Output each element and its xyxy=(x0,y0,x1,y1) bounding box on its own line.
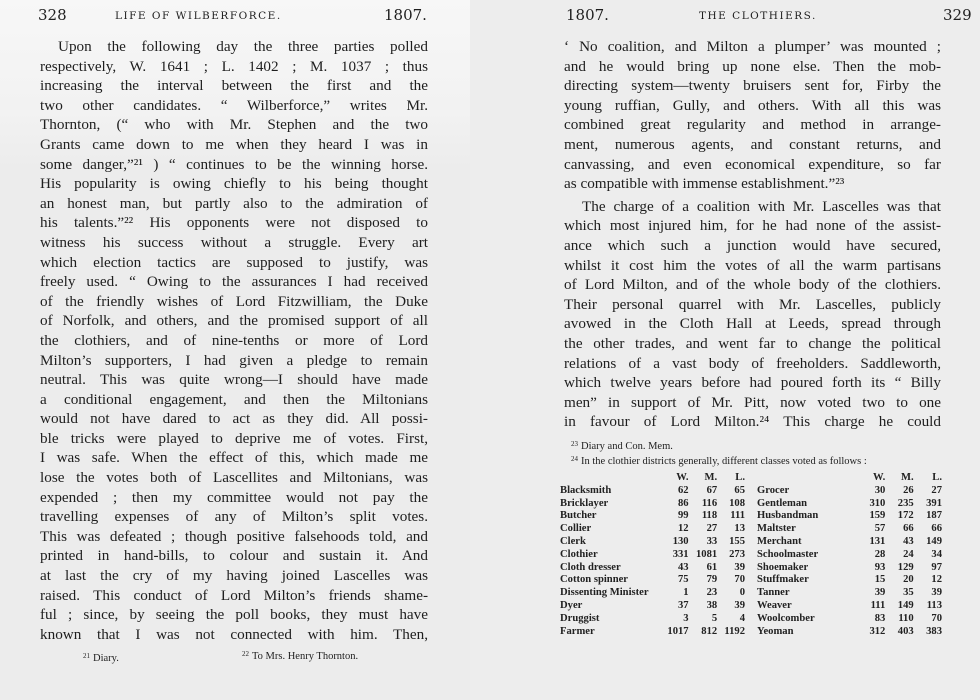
table-row xyxy=(560,549,745,562)
column-header: L. xyxy=(932,472,942,483)
vote-cell-m: 23 xyxy=(706,587,718,599)
text-line: directing system—twenty bruisers sent for, Firby the xyxy=(564,77,941,95)
text-line: This was defeated ; though positive falsehoods told, and xyxy=(40,527,428,545)
vote-cell-m: 79 xyxy=(706,574,718,586)
text-line: I was safe. When the effect of this, which made me xyxy=(40,449,428,467)
occupation-cell: Stuffmaker xyxy=(757,574,809,586)
vote-cell-l: 39 xyxy=(734,599,745,611)
vote-cell-m: 33 xyxy=(706,535,718,547)
vote-cell-m: 403 xyxy=(897,625,914,637)
text-line: expended ; then my committee would not pay the xyxy=(40,488,428,506)
table-row xyxy=(757,498,942,511)
vote-cell-w: 331 xyxy=(672,548,689,560)
vote-cell-l: 108 xyxy=(729,497,745,509)
table-header xyxy=(757,472,942,485)
vote-cell-l: 70 xyxy=(734,574,745,586)
vote-cell-m: 129 xyxy=(897,561,914,573)
vote-cell-m: 24 xyxy=(903,548,914,560)
right-page xyxy=(470,0,980,700)
vote-cell-l: 39 xyxy=(931,587,942,599)
column-header: L. xyxy=(735,472,745,483)
vote-cell-m: 27 xyxy=(706,523,718,535)
table-row xyxy=(757,574,942,587)
vote-table-right xyxy=(757,472,942,638)
occupation-cell: Clothier xyxy=(560,548,598,560)
footnote-21: $^{21}$ Diary. xyxy=(83,652,119,664)
vote-cell-l: 113 xyxy=(926,599,942,611)
text-line: combined great regularity and method in arrange- xyxy=(564,116,941,134)
text-line: of Lord Milton, and of the whole body of the clothiers. xyxy=(564,276,941,294)
vote-cell-w: 93 xyxy=(874,561,886,573)
text-line: His popularity is owing chiefly to his being thought xyxy=(40,175,428,193)
vote-cell-m: 61 xyxy=(706,561,718,573)
text-line: some danger,”²¹ ) “ continues to be the winning horse. xyxy=(40,155,428,173)
occupation-cell: Woolcomber xyxy=(757,612,815,624)
vote-cell-w: 3 xyxy=(683,612,689,624)
left-page xyxy=(0,0,470,700)
vote-cell-l: 111 xyxy=(730,510,745,522)
occupation-cell: Bricklayer xyxy=(560,497,609,509)
occupation-cell: Schoolmaster xyxy=(757,548,819,560)
vote-cell-w: 15 xyxy=(874,574,886,586)
vote-cell-m: 26 xyxy=(903,484,914,496)
occupation-cell: Cotton spinner xyxy=(560,574,628,586)
text-line: whilst it cost him the votes of all the warm partisans xyxy=(564,256,941,274)
occupation-cell: Clerk xyxy=(560,535,586,547)
occupation-cell: Merchant xyxy=(757,535,802,547)
text-line: which most injured him, for he had none of the assist- xyxy=(564,217,941,235)
table-row xyxy=(560,600,745,613)
vote-cell-w: 28 xyxy=(874,548,886,560)
text-line: travelling expenses of any of Milton’s split votes. xyxy=(40,508,428,526)
text-line: known that I was not connected with him. Then, xyxy=(40,625,428,643)
vote-cell-w: 12 xyxy=(677,523,689,535)
occupation-cell: Cloth dresser xyxy=(560,561,621,573)
vote-cell-m: 116 xyxy=(701,497,718,509)
text-line: of the friendly wishes of Lord Fitzwilliam, the Duke xyxy=(40,292,428,310)
vote-cell-w: 43 xyxy=(677,561,689,573)
occupation-cell: Gentleman xyxy=(757,497,808,509)
text-line: the clothiers, and of nine-tenths or more of Lord xyxy=(40,331,428,349)
page-year: 1807. xyxy=(384,6,427,24)
vote-cell-m: 67 xyxy=(706,484,718,496)
footnote-22: $^{22}$ To Mrs. Henry Thornton. xyxy=(242,650,359,662)
vote-cell-w: 75 xyxy=(677,574,689,586)
table-row xyxy=(757,510,942,523)
text-line: Thornton, (“ who with Mr. Stephen and the two xyxy=(40,116,428,134)
vote-cell-w: 83 xyxy=(874,612,886,624)
column-header: W. xyxy=(676,472,689,483)
text-line: men” in support of Mr. Pitt, now voted two to one xyxy=(564,393,941,411)
text-line: which election tactics are supposed to justify, was xyxy=(40,253,428,271)
table-row xyxy=(560,562,745,575)
table-row xyxy=(560,523,745,536)
table-row xyxy=(757,536,942,549)
vote-cell-w: 312 xyxy=(869,625,886,637)
vote-cell-w: 159 xyxy=(869,510,886,522)
table-row xyxy=(560,574,745,587)
vote-cell-m: 118 xyxy=(701,510,718,522)
footnote-23: $^{23}$ Diary and Con. Mem. xyxy=(571,440,673,452)
text-line: ment, numerous agents, and constant returns, and xyxy=(564,135,941,153)
text-line: a conditional engagement, and then the Miltonians xyxy=(40,390,428,408)
vote-cell-w: 30 xyxy=(874,484,886,496)
vote-cell-w: 1 xyxy=(683,587,689,599)
occupation-cell: Butcher xyxy=(560,510,597,522)
text-line: an honest man, but partly also to the admiration of xyxy=(40,194,428,212)
vote-cell-m: 235 xyxy=(897,497,914,509)
table-row xyxy=(757,587,942,600)
vote-cell-m: 20 xyxy=(903,574,914,586)
text-line: of Norfolk, and others, and the promised support of all xyxy=(40,312,428,330)
vote-cell-m: 812 xyxy=(701,625,718,637)
table-row xyxy=(757,600,942,613)
text-line: avowed in the Cloth Hall at Leeds, spread through xyxy=(564,315,941,333)
table-row xyxy=(757,562,942,575)
vote-cell-l: 70 xyxy=(931,612,942,624)
text-line: young ruffian, Gully, and others. With all this was xyxy=(564,96,941,114)
occupation-cell: Druggist xyxy=(560,612,600,624)
body-text xyxy=(564,37,941,432)
vote-cell-m: 38 xyxy=(706,599,718,611)
column-header: W. xyxy=(873,472,886,483)
vote-cell-l: 39 xyxy=(734,561,745,573)
vote-cell-w: 37 xyxy=(677,599,689,611)
vote-cell-l: 187 xyxy=(926,510,942,522)
table-row xyxy=(560,613,745,626)
table-row xyxy=(560,587,745,600)
running-title: THE CLOTHIERS. xyxy=(699,10,817,22)
text-line: witness his success without a struggle. Every art xyxy=(40,233,428,251)
text-line: would not have dared to act as they did. All possi- xyxy=(40,410,428,428)
vote-cell-w: 310 xyxy=(869,497,886,509)
table-row xyxy=(757,613,942,626)
occupation-cell: Dissenting Minister xyxy=(560,587,649,599)
text-line: printed in hand-bills, to colour and sustain it. And xyxy=(40,547,428,565)
vote-cell-l: 12 xyxy=(931,574,942,586)
occupation-cell: Grocer xyxy=(757,484,790,496)
table-row xyxy=(757,626,942,639)
vote-cell-l: 65 xyxy=(734,484,745,496)
text-line: in favour of Lord Milton.²⁴ This charge he could xyxy=(564,413,941,431)
header-blank xyxy=(757,472,857,485)
vote-cell-w: 99 xyxy=(677,510,689,522)
occupation-cell: Yeoman xyxy=(757,625,794,637)
occupation-cell: Dyer xyxy=(560,599,583,611)
page-number: 328 xyxy=(38,6,67,24)
text-line: lose the votes both of Lascellites and Miltonians, was xyxy=(40,469,428,487)
vote-cell-m: 5 xyxy=(711,612,718,624)
text-line: Milton’s supporters, I had given a pledge to remain xyxy=(40,351,428,369)
text-line: The charge of a coalition with Mr. Lascelles was that xyxy=(582,197,941,215)
occupation-cell: Collier xyxy=(560,523,592,535)
column-header: M. xyxy=(901,472,914,483)
text-line: and he would bring up none else. Then the mob- xyxy=(564,57,941,75)
occupation-cell: Husbandman xyxy=(757,510,819,522)
vote-cell-l: 149 xyxy=(926,535,942,547)
text-line: the other trades, and went far to change the political xyxy=(564,334,941,352)
text-line: two other candidates. “ Wilberforce,” writes Mr. xyxy=(40,96,428,114)
vote-cell-w: 62 xyxy=(677,484,689,496)
vote-cell-l: 34 xyxy=(931,548,942,560)
vote-cell-l: 383 xyxy=(926,625,942,637)
page-year: 1807. xyxy=(566,6,609,24)
text-line: Grants came down to me when they heard I was in xyxy=(40,135,428,153)
text-line: ful ; since, by seeing the poll books, they must have xyxy=(40,606,428,624)
vote-cell-l: 0 xyxy=(739,587,745,599)
text-line: Their personal quarrel with Mr. Lascelles, publicly xyxy=(564,295,941,313)
text-line: freely used. “ Owing to the assurances I had received xyxy=(40,273,428,291)
vote-cell-w: 1017 xyxy=(667,625,689,637)
vote-cell-w: 111 xyxy=(870,599,886,611)
text-line: canvassing, and even economical expenditure, so far xyxy=(564,155,941,173)
table-row xyxy=(757,549,942,562)
vote-cell-m: 110 xyxy=(898,612,914,624)
text-line: relations of a vast body of freeholders. Saddleworth, xyxy=(564,354,941,372)
text-line: Upon the following day the three parties polled xyxy=(58,38,428,55)
vote-cell-l: 27 xyxy=(931,484,942,496)
text-line: ‘ No coalition, and Milton a plumper’ was mounted ; xyxy=(564,38,941,55)
text-line: at last the cry of my having joined Lascelles was xyxy=(40,567,428,585)
occupation-cell: Shoemaker xyxy=(757,561,809,573)
vote-cell-w: 86 xyxy=(677,497,689,509)
vote-cell-w: 57 xyxy=(874,523,886,535)
occupation-cell: Farmer xyxy=(560,625,595,637)
table-row xyxy=(560,485,745,498)
text-line: his talents.”²² His opponents were not disposed to xyxy=(40,214,428,232)
vote-cell-w: 39 xyxy=(874,587,886,599)
vote-cell-l: 97 xyxy=(931,561,942,573)
vote-cell-m: 35 xyxy=(903,587,914,599)
text-line: increasing the interval between the first and the xyxy=(40,77,428,95)
body-text xyxy=(40,37,428,644)
table-row xyxy=(757,523,942,536)
vote-cell-m: 1081 xyxy=(695,548,718,560)
vote-cell-w: 131 xyxy=(869,535,886,547)
vote-cell-m: 66 xyxy=(903,523,914,535)
table-row xyxy=(757,485,942,498)
table-header xyxy=(560,472,745,485)
vote-cell-l: 155 xyxy=(729,535,745,547)
vote-cell-m: 149 xyxy=(897,599,914,611)
table-row xyxy=(560,626,745,639)
column-header: M. xyxy=(704,472,718,483)
vote-cell-w: 130 xyxy=(672,535,689,547)
text-line: which twelve years before had poured forth its “ Billy xyxy=(564,374,941,392)
occupation-cell: Blacksmith xyxy=(560,484,612,496)
vote-table-left xyxy=(560,472,745,638)
page-number: 329 xyxy=(943,6,972,24)
occupation-cell: Weaver xyxy=(757,599,792,611)
vote-cell-l: 13 xyxy=(734,523,745,535)
text-line: respectively, W. 1641 ; L. 1402 ; M. 1037 ; thus xyxy=(40,57,428,75)
header-blank xyxy=(560,472,660,485)
footnote-24: $^{24}$ In the clothier districts generally, different classes voted as follows : xyxy=(571,455,867,467)
vote-cell-l: 1192 xyxy=(724,625,745,637)
table-row xyxy=(560,498,745,511)
text-line: ance which such a junction would have secured, xyxy=(564,236,941,254)
vote-cell-m: 43 xyxy=(903,535,914,547)
table-row xyxy=(560,536,745,549)
text-line: neutral. This was quite wrong—I should have made xyxy=(40,371,428,389)
vote-cell-l: 273 xyxy=(729,548,745,560)
text-line: ble tricks were played to deprive me of votes. First, xyxy=(40,429,428,447)
text-line: as compatible with immense establishment.”²³ xyxy=(564,175,845,193)
occupation-cell: Maltster xyxy=(757,523,796,535)
occupation-cell: Tanner xyxy=(757,587,790,599)
vote-cell-l: 4 xyxy=(739,612,745,624)
vote-cell-l: 66 xyxy=(931,523,942,535)
running-title: LIFE OF WILBERFORCE. xyxy=(115,10,282,22)
table-row xyxy=(560,510,745,523)
vote-cell-m: 172 xyxy=(897,510,914,522)
text-line: raised. This conduct of Lord Milton’s friends shame- xyxy=(40,586,428,604)
vote-cell-l: 391 xyxy=(926,497,942,509)
